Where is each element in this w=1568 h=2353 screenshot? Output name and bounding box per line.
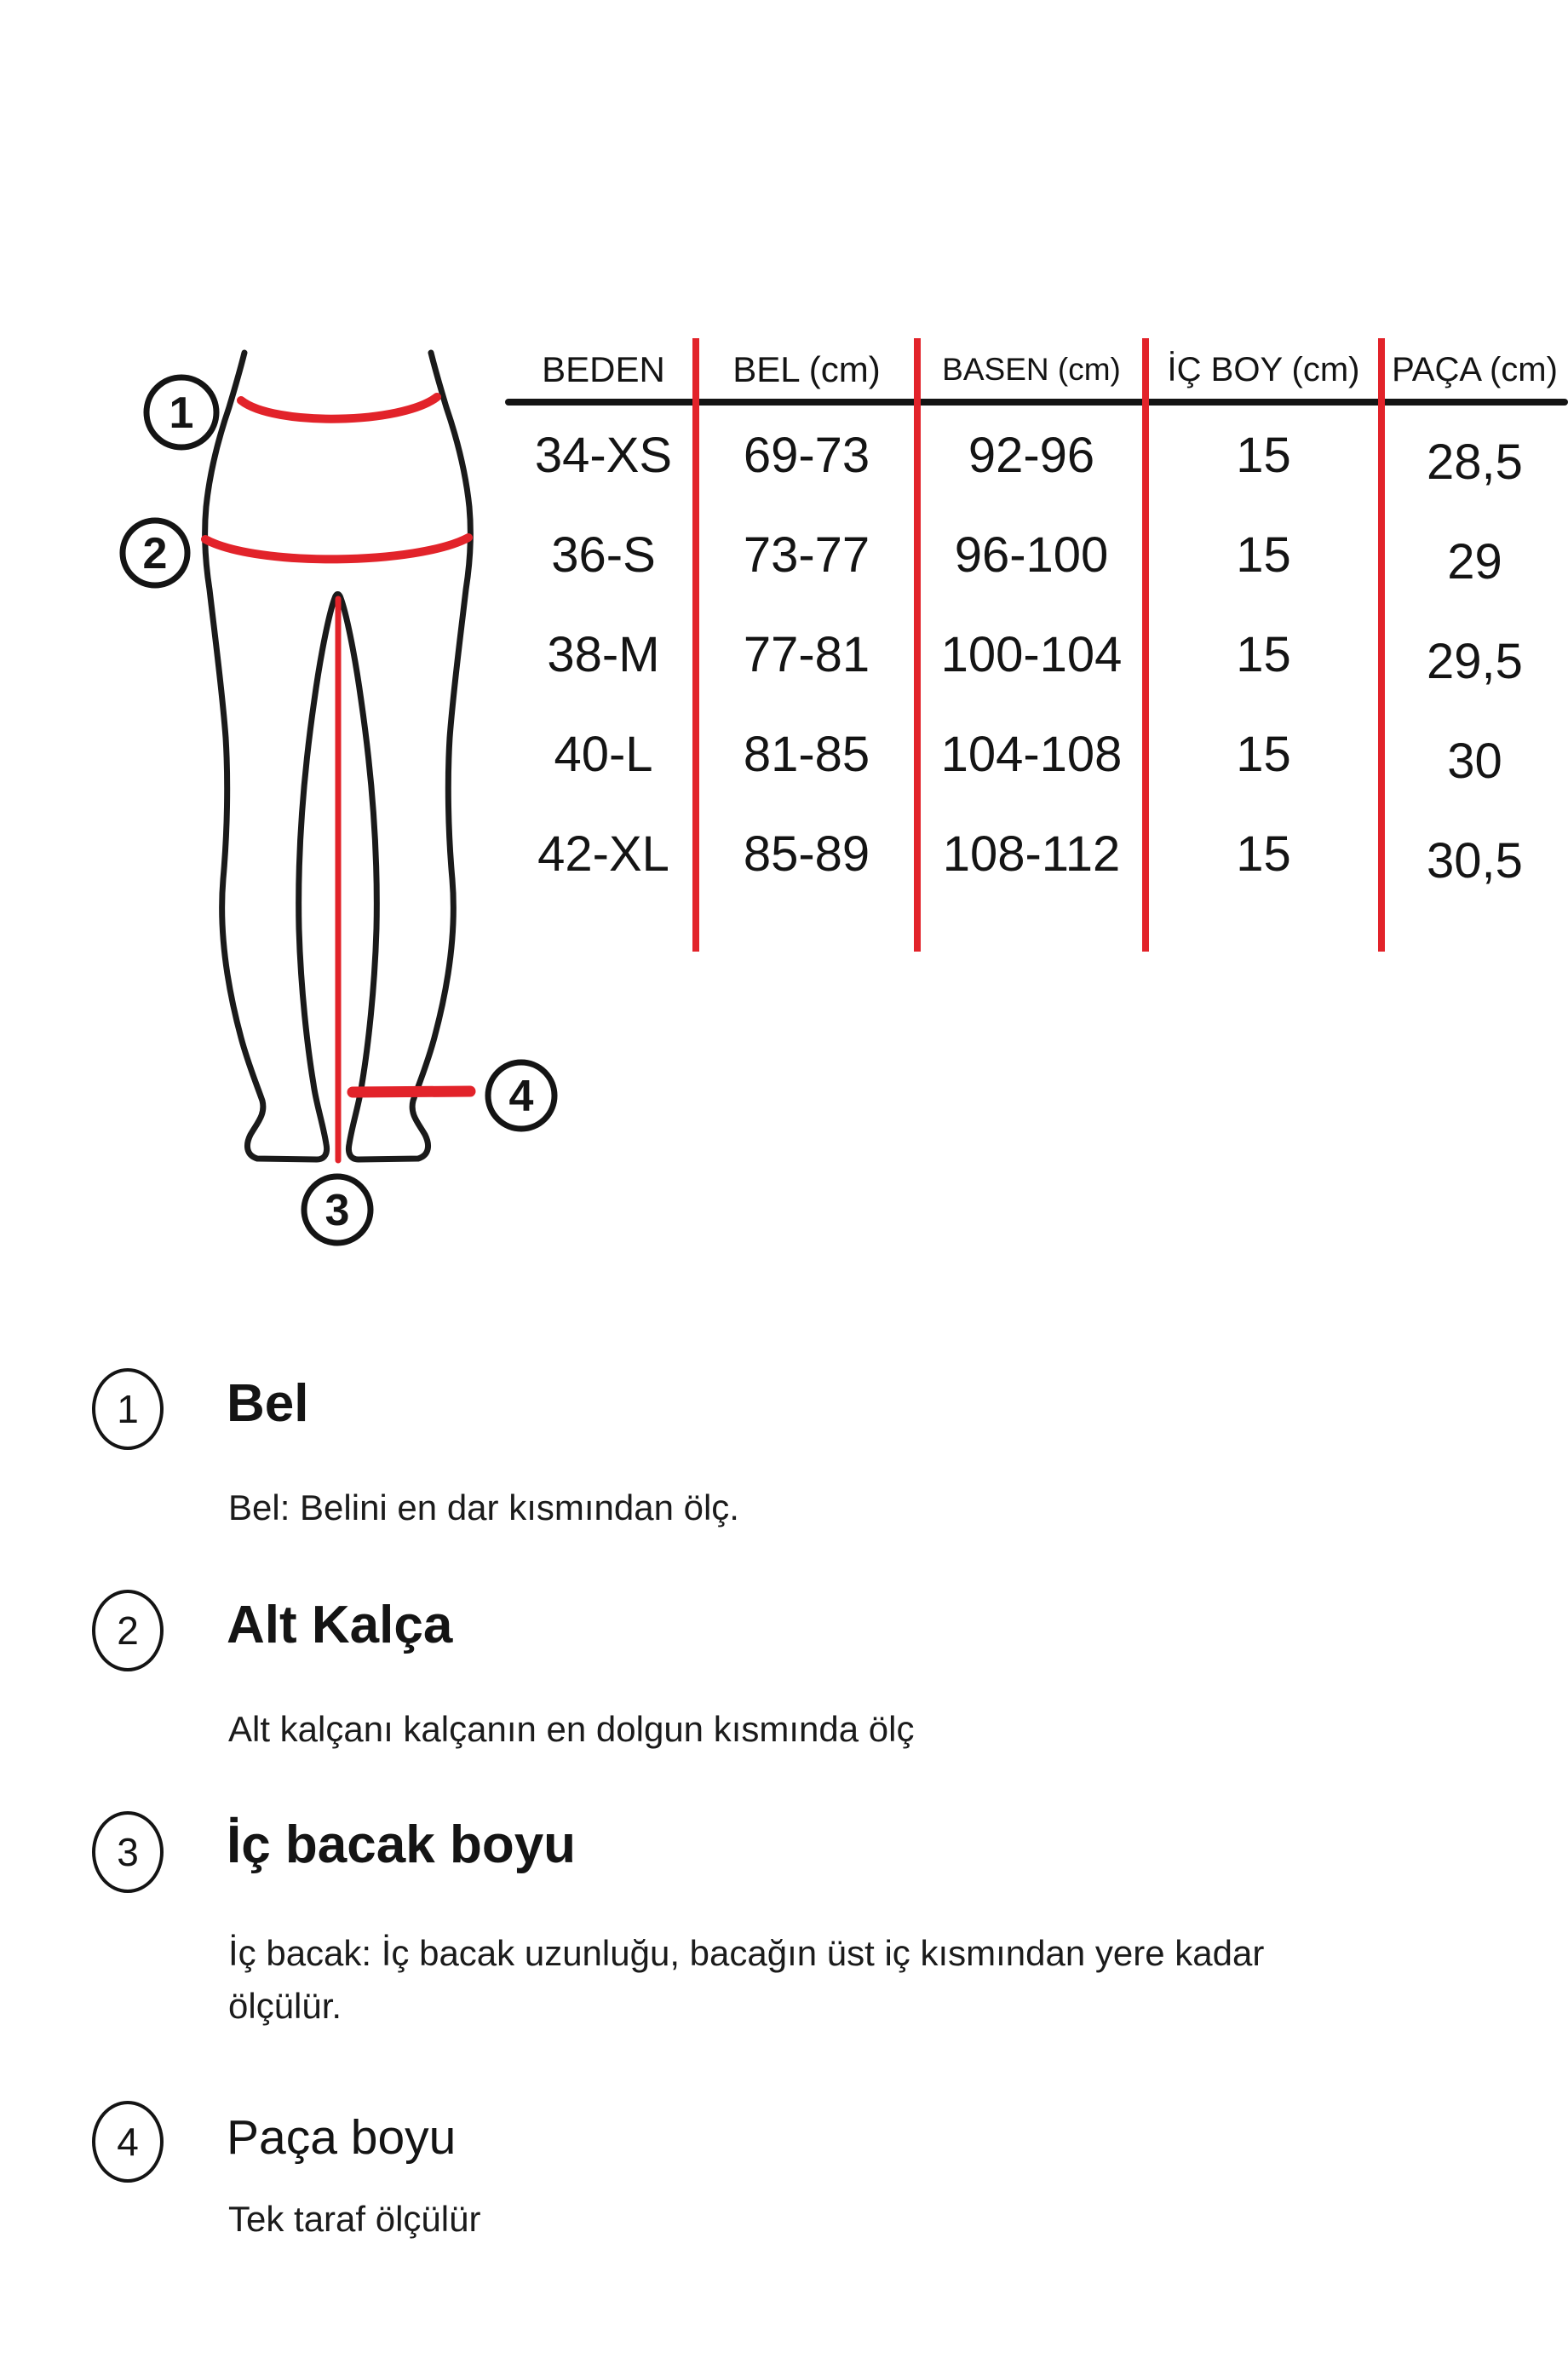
legend-3-description: İç bacak: İç bacak uzunluğu, bacağın üst iç kısmından yere kadar ölçülür. <box>228 1933 1275 2026</box>
table-header-basen: BASEN (cm) <box>942 352 1121 387</box>
table-cell-icboy: 15 <box>1236 727 1291 782</box>
table-cell-basen: 100-104 <box>940 627 1123 682</box>
table-cell-beden: 34-XS <box>534 428 673 483</box>
table-cell-basen: 108-112 <box>942 826 1121 882</box>
table-cell-bel: 85-89 <box>743 826 870 882</box>
table-cell-beden: 36-S <box>551 527 656 583</box>
table-cell-bel: 69-73 <box>743 428 870 483</box>
table-cell-bel: 77-81 <box>743 627 870 682</box>
marker-4-number: 4 <box>508 1072 534 1121</box>
legend-2-circle <box>92 1590 164 1671</box>
table-cell-paca: 29,5 <box>1427 634 1523 689</box>
table-cell-beden: 38-M <box>547 627 660 682</box>
legend-1-circle <box>92 1368 164 1450</box>
marker-2-number: 2 <box>142 529 168 578</box>
table-cell-icboy: 15 <box>1236 428 1291 483</box>
table-cell-paca: 28,5 <box>1427 434 1523 490</box>
table-cell-beden: 40-L <box>554 727 653 782</box>
legend-2-title: Alt Kalça <box>227 1596 453 1654</box>
waist-measure-line <box>241 397 437 419</box>
legend-3-title: İç bacak boyu <box>227 1815 577 1874</box>
table-cell-basen: 96-100 <box>954 527 1109 583</box>
table-header-icboy: İÇ BOY (cm) <box>1167 350 1360 388</box>
table-cell-icboy: 15 <box>1236 627 1291 682</box>
table-cell-paca: 30 <box>1447 734 1502 789</box>
table-cell-paca: 29 <box>1447 534 1502 590</box>
hem-measure-line <box>353 1091 470 1092</box>
table-cell-paca: 30,5 <box>1427 833 1523 889</box>
legend-4-circle <box>92 2101 164 2183</box>
legend-4-number: 4 <box>117 2120 139 2164</box>
legend-2-description: Alt kalçanı kalçanın en dolgun kısmında ölç <box>228 1709 915 1749</box>
table-cell-beden: 42-XL <box>537 826 669 882</box>
legend-2-number: 2 <box>117 1608 139 1653</box>
table-cell-bel: 81-85 <box>743 727 870 782</box>
size-table <box>511 334 1568 904</box>
legend-4-title: Paça boyu <box>227 2110 457 2165</box>
legend-3-circle <box>92 1811 164 1893</box>
legend-1-description: Bel: Belini en dar kısmından ölç. <box>228 1487 739 1527</box>
marker-3-number: 3 <box>325 1186 350 1235</box>
table-cell-icboy: 15 <box>1236 527 1291 583</box>
legend-4-description: Tek taraf ölçülür <box>228 2199 481 2239</box>
table-header-beden: BEDEN <box>542 349 665 389</box>
hip-measure-line <box>205 538 468 559</box>
legend-3-number: 3 <box>117 1830 139 1874</box>
table-cell-icboy: 15 <box>1236 826 1291 882</box>
table-header-bel: BEL (cm) <box>732 349 881 389</box>
table-cell-basen: 104-108 <box>940 727 1123 782</box>
legend-1-number: 1 <box>117 1387 139 1431</box>
table-header-paca: PAÇA (cm) <box>1392 350 1558 388</box>
marker-1-number: 1 <box>169 388 194 438</box>
legend-1-title: Bel <box>227 1374 309 1433</box>
table-cell-bel: 73-77 <box>743 527 870 583</box>
table-cell-basen: 92-96 <box>968 428 1095 483</box>
